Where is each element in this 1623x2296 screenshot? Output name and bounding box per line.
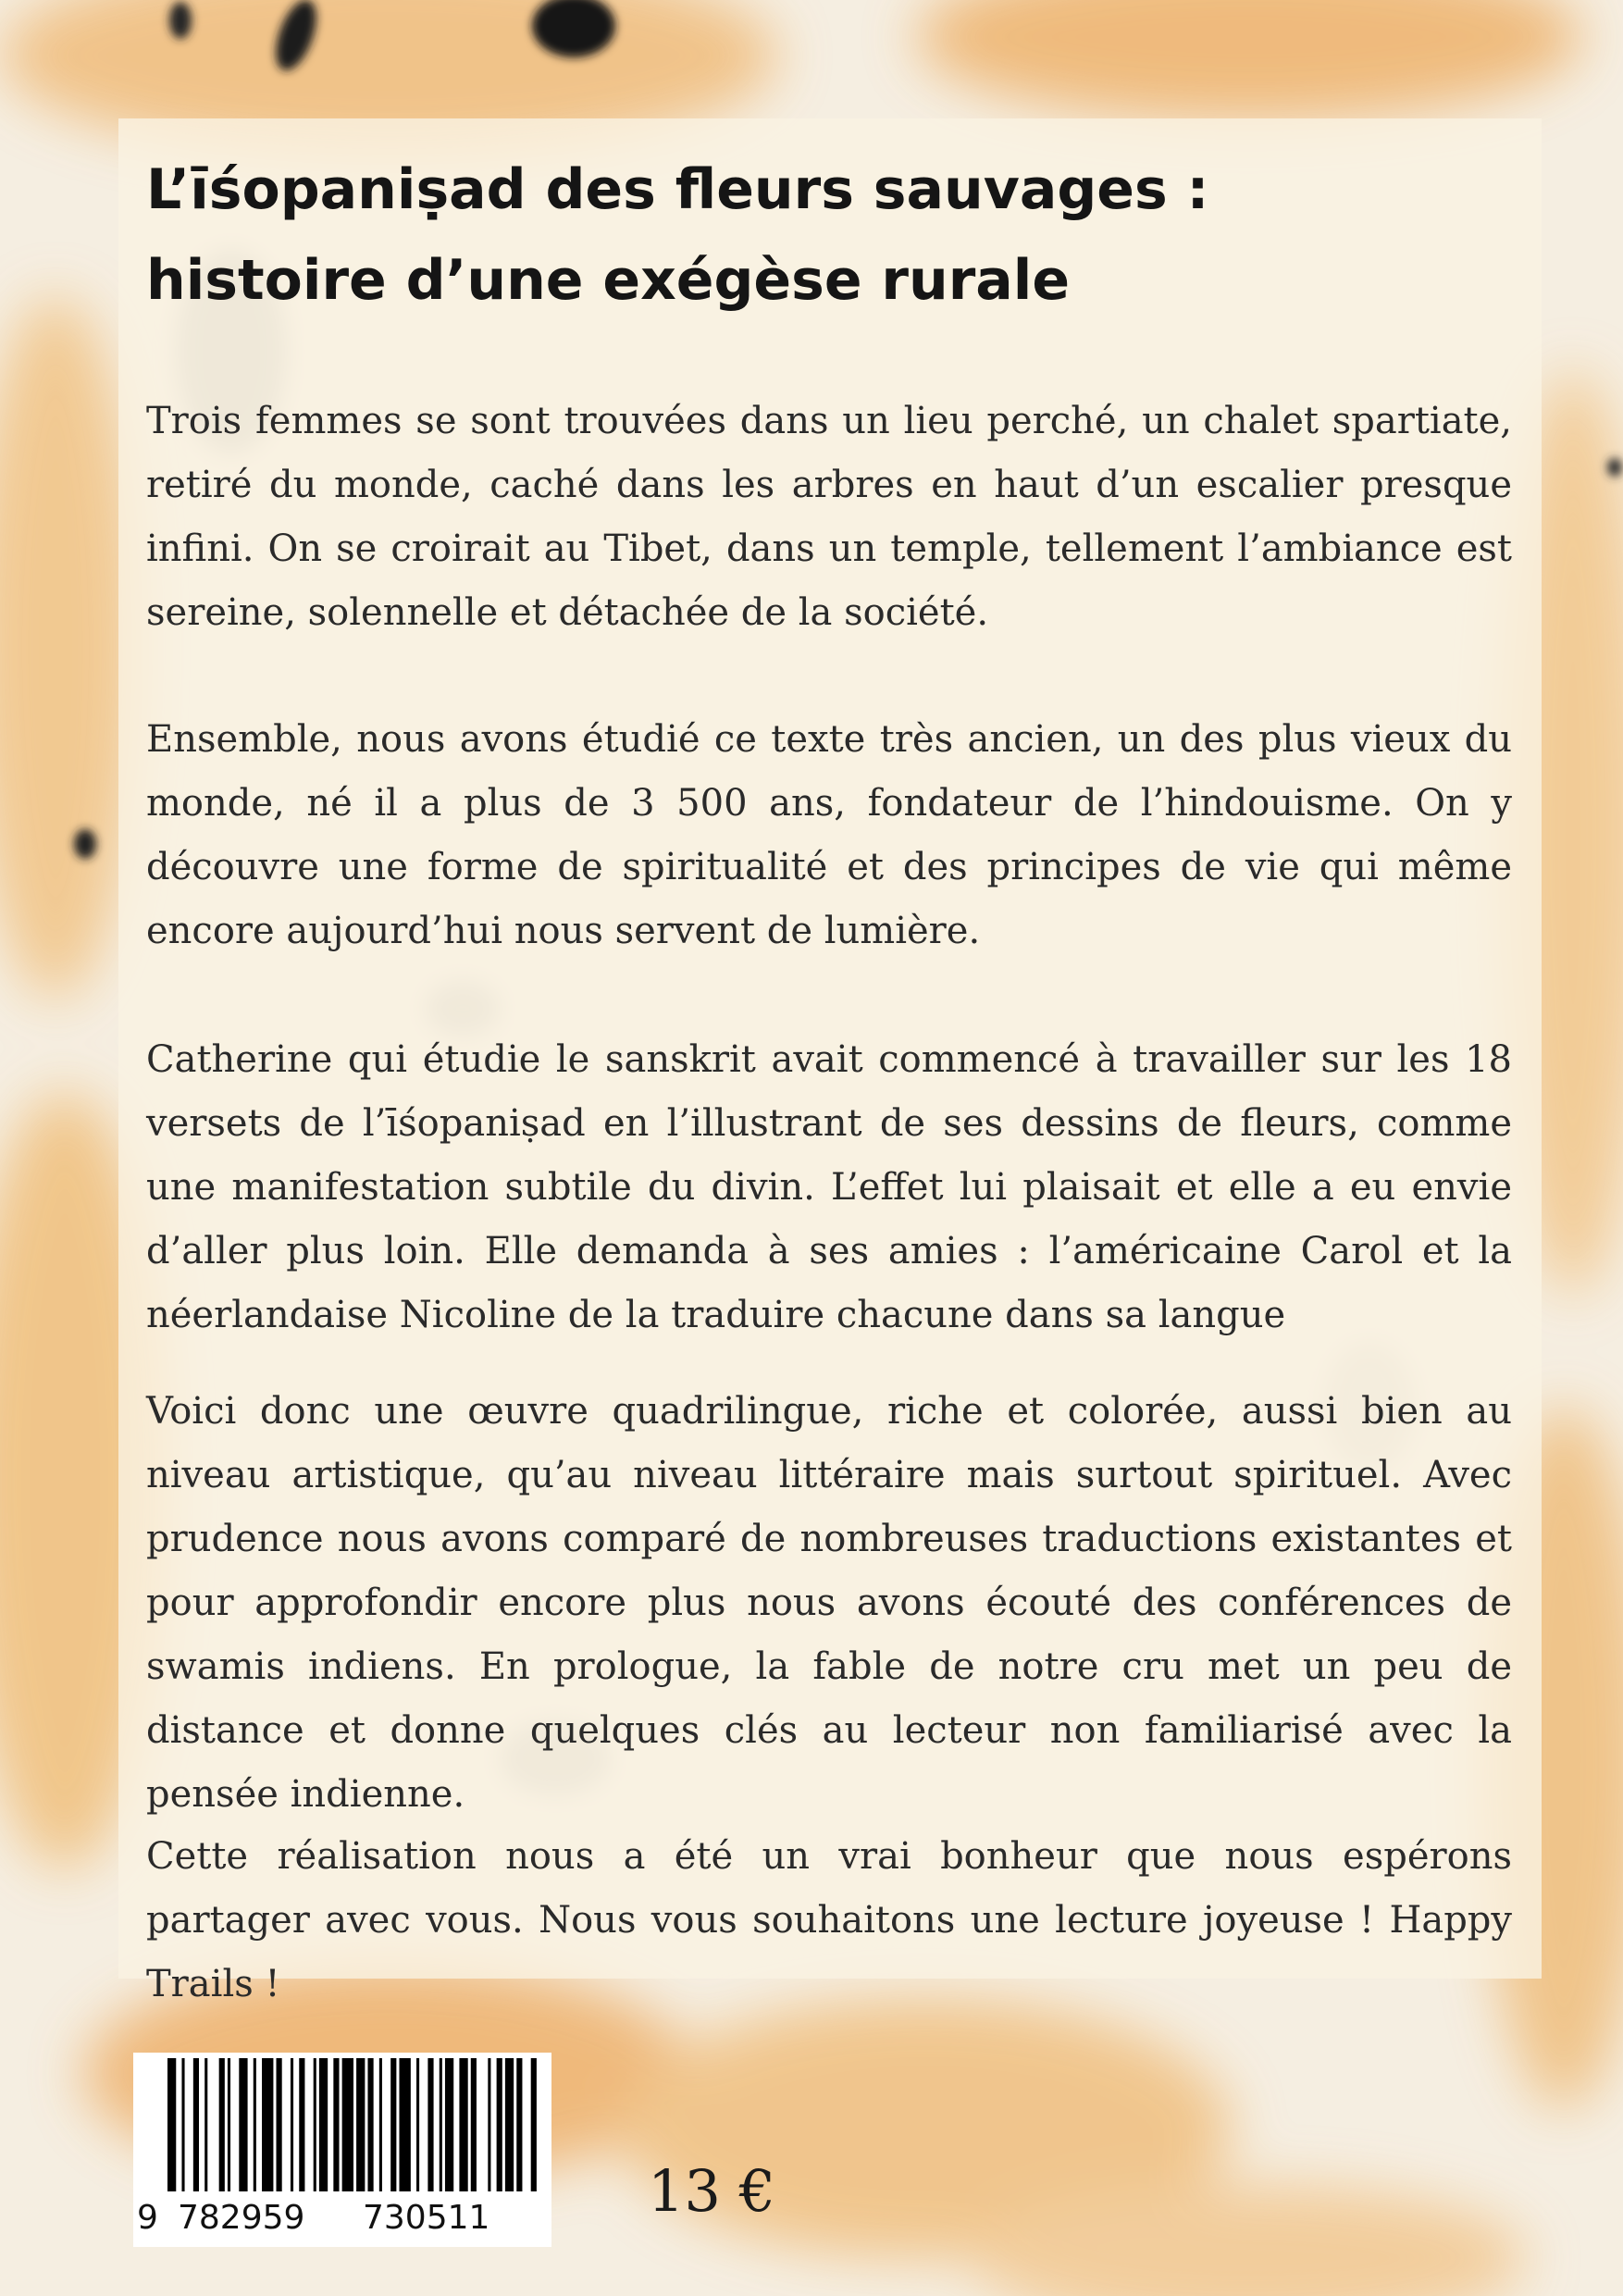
paragraph-5: Cette réalisation nous a été un vrai bonheur que nous espérons partager avec vous. Nous vous souhaitons une lecture joyeuse ! Happy Trails ! — [146, 1835, 1512, 2005]
title-line-1: L’īśopaniṣad des fleurs sauvages : — [146, 157, 1209, 222]
isbn-first-digit: 9 — [137, 2199, 158, 2237]
barcode-icon — [167, 2058, 539, 2191]
isbn-left-group: 782959 — [178, 2199, 305, 2237]
price: 13 € — [648, 2157, 776, 2225]
title-line-2: histoire d’une exégèse rurale — [146, 248, 1071, 313]
isbn-right-group: 730511 — [363, 2199, 490, 2237]
paragraph-2: Ensemble, nous avons étudié ce texte très ancien, un des plus vieux du monde, né il a plus de 3 500 ans, fondateur de l’hindouisme. On y découvre une forme de spiritualité et des principes de vie qui même encore aujourd’hui nous servent de lumière. — [146, 718, 1512, 952]
book-title — [146, 144, 1497, 326]
paragraph-1: Trois femmes se sont trouvées dans un lieu perché, un chalet spartiate, retiré du monde, caché dans les arbres en haut d’un escalier presque infini. On se croirait au Tibet, dans un temple, tellement l’ambiance est sereine, solennelle et détachée de la société. — [146, 400, 1512, 634]
isbn-number — [133, 2195, 551, 2241]
paragraph-4: Voici donc une œuvre quadrilingue, riche et colorée, aussi bien au niveau artistique, qu’au niveau littéraire mais surtout spirituel. Avec prudence nous avons comparé de nombreuses traductions existantes et pour approfondir encore plus nous avons écouté des conférences de swamis indiens. En prologue, la fable de notre cru met un peu de distance et donne quelques clés au lecteur non familiarisé avec la pensée indienne. — [146, 1390, 1512, 1816]
paragraph-3: Catherine qui étudie le sanskrit avait commencé à travailler sur les 18 versets de l’īśopaniṣad en l’illustrant de ses dessins de fleurs, comme une manifestation subtile du divin. L’effet lui plaisait et elle a eu envie d’aller plus loin. Elle demanda à ses amies : l’américaine Carol et la néerlandaise Nicoline de la traduire chacune dans sa langue — [146, 1038, 1512, 1336]
